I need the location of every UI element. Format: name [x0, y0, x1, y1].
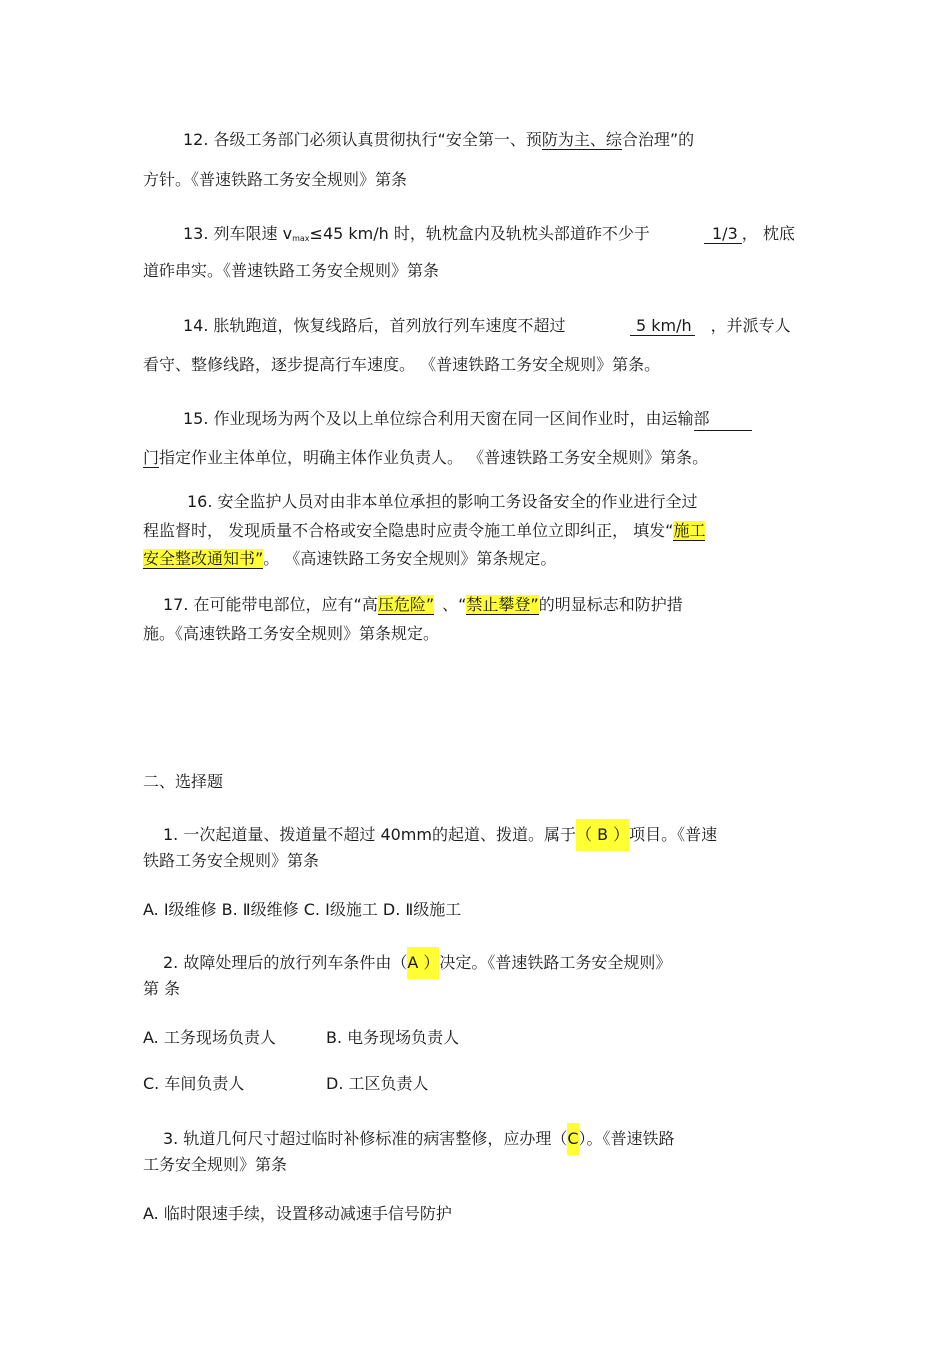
- q17-line1: [163, 594, 683, 616]
- choice-q2-line1: [163, 947, 671, 979]
- q16-answer-part1: 施工: [673, 521, 706, 540]
- q17-line2: 施。《高速铁路工务安全规则》第条规定。: [143, 624, 440, 643]
- q15-answer-part1: 部: [694, 408, 752, 431]
- choice-q2-option-b: B. 电务现场负责人: [326, 1028, 460, 1047]
- q12-text: 12. 各级工务部门必须认真贯彻执行“安全第一、预: [183, 130, 542, 149]
- q13-text-end: ， 枕底: [741, 224, 795, 243]
- q13-answer: 1/3: [704, 224, 742, 244]
- choice-q1-text-mid: 的起道、拨道。属于: [431, 825, 576, 844]
- choice-q2-option-c: C. 车间负责人: [143, 1074, 245, 1093]
- q17-answer-1: 压危险”: [377, 595, 435, 614]
- q13-line2: 道砟串实。《普速铁路工务安全规则》第条: [143, 261, 440, 280]
- q13-line1: [183, 223, 650, 250]
- q12-line1: [183, 129, 694, 151]
- q12-line2: 方针。《普速铁路工务安全规则》第条: [143, 170, 408, 189]
- choice-q3-line1: [163, 1123, 675, 1155]
- q14-text-end: ，并派专人: [710, 316, 791, 335]
- q15-text-end: 指定作业主体单位，明确主体作业负责人。 《普速铁路工务安全规则》第条。: [159, 448, 709, 467]
- q16-text-end: 。 《高速铁路工务安全规则》第条规定。: [263, 549, 557, 568]
- q16-text: 程监督时， 发现质量不合格或安全隐患时应责令施工单位立即纠正， 填发“: [143, 521, 674, 540]
- q16-line3: [143, 548, 556, 570]
- choice-q1-line1: [163, 819, 717, 851]
- q15-line2: [143, 447, 708, 469]
- choice-q2-text-end: 决定。《普速铁路工务安全规则》: [439, 953, 672, 972]
- choice-q3-line2: 工务安全规则》第条: [143, 1155, 288, 1174]
- choice-q1-options: A. Ⅰ级维修 B. Ⅱ级维修 C. Ⅰ级施工 D. Ⅱ级施工: [143, 900, 462, 919]
- choice-q3-text-end: ）。《普速铁路: [578, 1129, 675, 1148]
- q16-line2: [143, 520, 705, 542]
- choice-q3-option-a: A. 临时限速手续，设置移动减速手信号防护: [143, 1204, 452, 1223]
- q17-answer-2: 禁止攀登”: [466, 595, 539, 614]
- choice-q2-text: 2. 故障处理后的放行列车条件由（: [163, 953, 408, 972]
- q15-answer-part2: 门: [143, 448, 160, 467]
- q16-line1: 16. 安全监护人员对由非本单位承担的影响工务设备安全的作业进行全过: [187, 492, 698, 511]
- choice-q2-option-d: D. 工区负责人: [326, 1074, 429, 1093]
- q14-line1: 14. 胀轨跑道，恢复线路后，首列放行列车速度不超过: [183, 316, 566, 335]
- q12-answer: 防为主、综: [541, 130, 622, 149]
- q14-answer-line: [630, 315, 791, 337]
- choice-q1-text-end: 项目。《普速: [629, 825, 718, 844]
- q13-subscript: max: [292, 234, 310, 243]
- q17-text-end: 的明显标志和防护措: [538, 595, 683, 614]
- q16-answer-part2: 安全整改通知书”: [143, 549, 264, 568]
- choice-q2-answer: A ）: [407, 947, 439, 979]
- choice-q1-text: 1. 一次起道量、拨道量不超过 40mm: [163, 825, 432, 844]
- q14-line2: 看守、整修线路，逐步提高行车速度。 《普速铁路工务安全规则》第条。: [143, 355, 661, 374]
- q14-answer: 5 km/h: [630, 316, 695, 336]
- q15-line1: [183, 408, 752, 431]
- choice-q3-text: 3. 轨道几何尺寸超过临时补修标准的病害整修，应办理（: [163, 1129, 568, 1148]
- q13-answer-line: [704, 223, 795, 245]
- choice-q3-answer: C: [567, 1123, 578, 1155]
- q12-text-end: 合治理”的: [621, 130, 695, 149]
- q17-text-mid: 、“: [442, 595, 467, 614]
- q17-text: 17. 在可能带电部位，应有“高: [163, 595, 378, 614]
- q13-text-mid: ≤45 km/h 时，轨枕盒内及轨枕头部道砟不少于: [309, 224, 650, 243]
- choice-q1-answer: （ B ）: [576, 819, 629, 851]
- choice-q1-line2: 铁路工务安全规则》第条: [143, 851, 320, 870]
- choice-q2-option-a: A. 工务现场负责人: [143, 1028, 276, 1047]
- q13-text: 13. 列车限速 v: [183, 224, 293, 243]
- q15-text: 15. 作业现场为两个及以上单位综合利用天窗在同一区间作业时，由运输: [183, 409, 694, 428]
- choice-q2-line2: 第 条: [143, 979, 181, 998]
- section-title: 二、选择题: [143, 772, 224, 791]
